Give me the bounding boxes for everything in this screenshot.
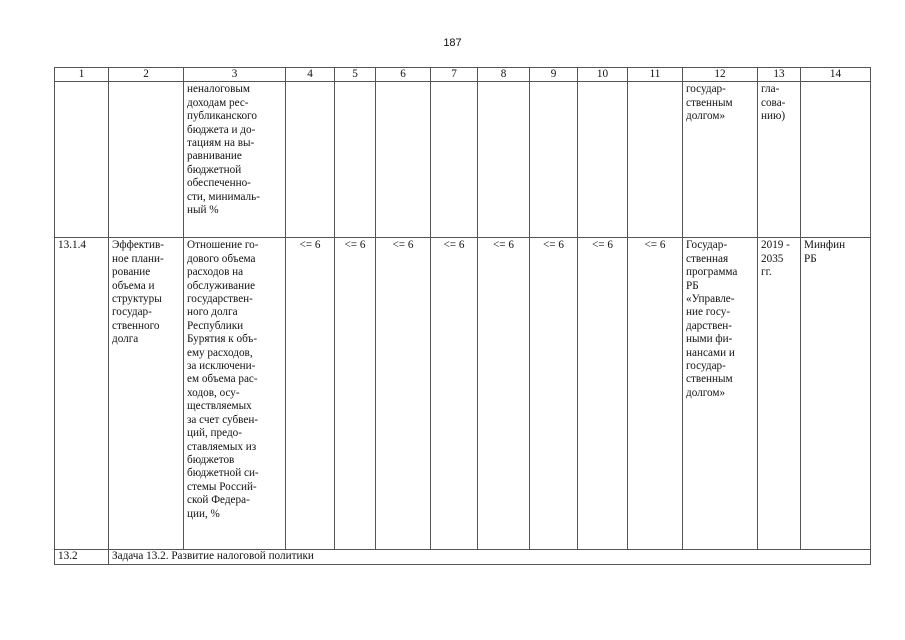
header-col-12: 12: [683, 68, 758, 82]
cell-line: рование: [112, 266, 151, 279]
header-col-8: 8: [478, 68, 530, 82]
cell-line: ными фи-: [686, 333, 733, 346]
cont-period-cell: [758, 82, 801, 238]
task-number: 13.2: [55, 550, 109, 564]
cell-line: ственным: [686, 96, 733, 109]
cell-line: ный %: [187, 204, 219, 217]
cell-line: тациям на вы-: [187, 137, 255, 150]
header-col-3: 3: [184, 68, 286, 82]
cell-line: бюджетов: [187, 453, 235, 466]
cont-col1: [55, 82, 109, 238]
cont-col10: [578, 82, 628, 238]
cell-line: стемы Россий-: [187, 480, 257, 493]
header-col-11: 11: [628, 68, 683, 82]
header-col-10: 10: [578, 68, 628, 82]
cell-line: за счет субвен-: [187, 413, 259, 426]
header-col-1: 1: [55, 68, 109, 82]
cell-line: ние госу-: [686, 306, 731, 319]
value-cell-5: <= 6: [335, 238, 376, 550]
value-cell-8: <= 6: [478, 238, 530, 550]
cont-col4: [286, 82, 335, 238]
cont-col2: [109, 82, 184, 238]
cell-line: «Управле-: [686, 293, 735, 306]
cell-line: Республики: [187, 319, 244, 332]
row-number: 13.1.4: [55, 238, 109, 550]
cell-line: ществляемых: [187, 400, 252, 413]
indicators-table: [54, 67, 871, 565]
cell-line: долга: [112, 333, 139, 346]
cell-line: ходов, осу-: [187, 386, 240, 399]
cell-line: гла-: [761, 83, 780, 96]
cell-line: Минфин: [804, 239, 846, 252]
cont-col9: [530, 82, 578, 238]
cell-line: долгом»: [686, 386, 726, 399]
cell-line: ственным: [686, 373, 733, 386]
cell-line: ственная: [686, 252, 729, 265]
cell-line: нию): [761, 110, 786, 123]
cell-line: Отношение го-: [187, 239, 259, 252]
cell-line: ственного: [112, 319, 160, 332]
continuation-row: [55, 82, 871, 238]
cell-line: долгом»: [686, 110, 726, 123]
cell-line: 2019 -: [761, 239, 790, 252]
header-col-14: 14: [801, 68, 871, 82]
cell-line: объема и: [112, 279, 155, 292]
cont-col8: [478, 82, 530, 238]
cell-line: ской Федера-: [187, 494, 250, 507]
cell-line: ций, предо-: [187, 427, 242, 440]
cell-line: гг.: [761, 266, 772, 279]
cell-line: бюджетной си-: [187, 467, 259, 480]
cell-line: бюджета и до-: [187, 123, 256, 136]
cell-line: Эффектив-: [112, 239, 164, 252]
cell-line: сти, минималь-: [187, 190, 260, 203]
cell-line: сова-: [761, 96, 786, 109]
header-col-13: 13: [758, 68, 801, 82]
row-executor-cell: [801, 238, 871, 550]
cell-line: равнивание: [187, 150, 242, 163]
cell-line: государ-: [112, 306, 152, 319]
value-cell-6: <= 6: [376, 238, 431, 550]
cell-line: расходов на: [187, 266, 244, 279]
row-period-cell: [758, 238, 801, 550]
row-indicator-cell: [184, 238, 286, 550]
cell-line: ции, %: [187, 507, 220, 520]
value-cell-10: <= 6: [578, 238, 628, 550]
header-col-7: 7: [431, 68, 478, 82]
cell-line: 2035: [761, 252, 784, 265]
cell-line: ного долга: [187, 306, 238, 319]
cell-line: структуры: [112, 293, 162, 306]
cell-line: ем объема рас-: [187, 373, 258, 386]
cell-line: государ-: [686, 83, 726, 96]
row-13-1-4: [55, 238, 871, 550]
cell-line: РБ: [686, 279, 699, 292]
header-col-9: 9: [530, 68, 578, 82]
cell-line: нансами и: [686, 346, 735, 359]
cell-line: за исключени-: [187, 360, 256, 373]
row-name-cell: [109, 238, 184, 550]
cell-line: обслуживание: [187, 279, 256, 292]
cell-line: доходам рес-: [187, 96, 249, 109]
cont-col6: [376, 82, 431, 238]
cell-line: ставляемых из: [187, 440, 257, 453]
page-number: 187: [443, 37, 462, 49]
cell-line: дарствен-: [686, 319, 733, 332]
task-title: Задача 13.2. Развитие налоговой политики: [109, 550, 871, 564]
cell-line: неналоговым: [187, 83, 250, 96]
cell-line: Государ-: [686, 239, 728, 252]
row-program-cell: [683, 238, 758, 550]
cont-program-cell: [683, 82, 758, 238]
cont-col7: [431, 82, 478, 238]
cell-line: РБ: [804, 252, 817, 265]
header-col-5: 5: [335, 68, 376, 82]
cont-indicator-cell: [184, 82, 286, 238]
cont-col11: [628, 82, 683, 238]
cell-line: Бурятия к объ-: [187, 333, 258, 346]
cell-line: государ-: [686, 360, 726, 373]
cell-line: ему расходов,: [187, 346, 253, 359]
cell-line: бюджетной: [187, 163, 242, 176]
header-col-4: 4: [286, 68, 335, 82]
cont-col5: [335, 82, 376, 238]
cell-line: ное плани-: [112, 252, 164, 265]
value-cell-4: <= 6: [286, 238, 335, 550]
cell-line: обеспеченно-: [187, 177, 251, 190]
cont-col14: [801, 82, 871, 238]
value-cell-9: <= 6: [530, 238, 578, 550]
header-col-6: 6: [376, 68, 431, 82]
value-cell-7: <= 6: [431, 238, 478, 550]
cell-line: государствен-: [187, 293, 253, 306]
header-col-2: 2: [109, 68, 184, 82]
cell-line: публиканского: [187, 110, 257, 123]
cell-line: программа: [686, 266, 738, 279]
header-row: [55, 68, 871, 82]
row-13-2: [55, 550, 871, 564]
value-cell-11: <= 6: [628, 238, 683, 550]
cell-line: дового объема: [187, 252, 256, 265]
